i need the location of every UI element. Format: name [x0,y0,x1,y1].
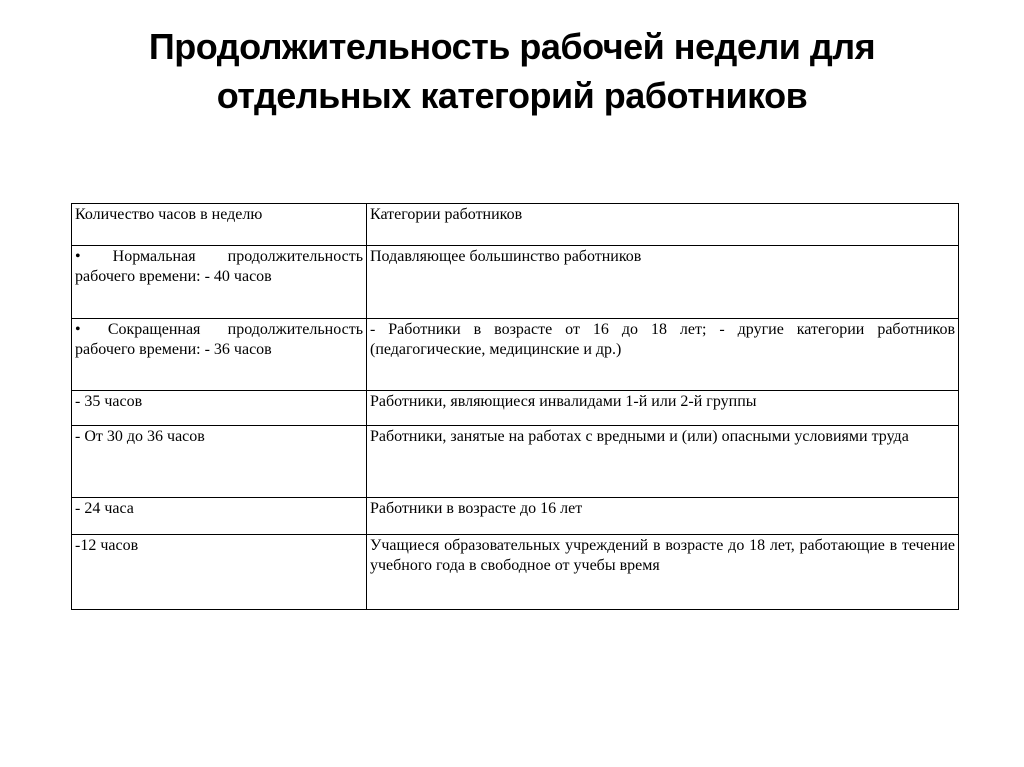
table-header-row [72,204,959,246]
cell-line: (педагогические, медицинские и др.) [370,341,622,359]
cell-category: Работники, занятые на работах с вредными и (или) опасными условиями труда [367,426,959,498]
cell-category [367,535,959,610]
cell-hours: - От 30 до 36 часов [72,426,367,498]
table-row [72,319,959,391]
header-cell-hours: Количество часов в неделю [72,204,367,246]
cell-line: учебного года в свободное от учебы время [370,557,660,575]
table-row [72,535,959,610]
cell-line: • Сокращенная продолжительность [75,321,363,338]
work-week-table [71,203,959,610]
table-row [72,391,959,426]
header-cell-category: Категории работников [367,204,959,246]
cell-category: Подавляющее большинство работников [367,246,959,319]
cell-hours: - 24 часа [72,498,367,535]
slide-title-line2: отдельных категорий работников [216,75,808,116]
cell-hours: -12 часов [72,535,367,610]
cell-hours [72,246,367,319]
cell-category: Работники, являющиеся инвалидами 1-й или 2-й группы [367,391,959,426]
table-row [72,426,959,498]
cell-hours: - 35 часов [72,391,367,426]
cell-hours [72,319,367,391]
slide-title-line1: Продолжительность рабочей недели для [148,26,876,67]
cell-line: Учащиеся образовательных учреждений в возрасте до 18 лет, работающие в течение [370,537,955,554]
cell-category [367,319,959,391]
cell-line: рабочего времени: - 40 часов [75,268,272,286]
table-row [72,498,959,535]
table-row [72,246,959,319]
cell-line: - Работники в возрасте от 16 до 18 лет; - другие категории работников [370,321,955,338]
slide-title [0,22,1024,120]
cell-category: Работники в возрасте до 16 лет [367,498,959,535]
cell-line: • Нормальная продолжительность [75,248,363,265]
cell-line: рабочего времени: - 36 часов [75,341,272,359]
